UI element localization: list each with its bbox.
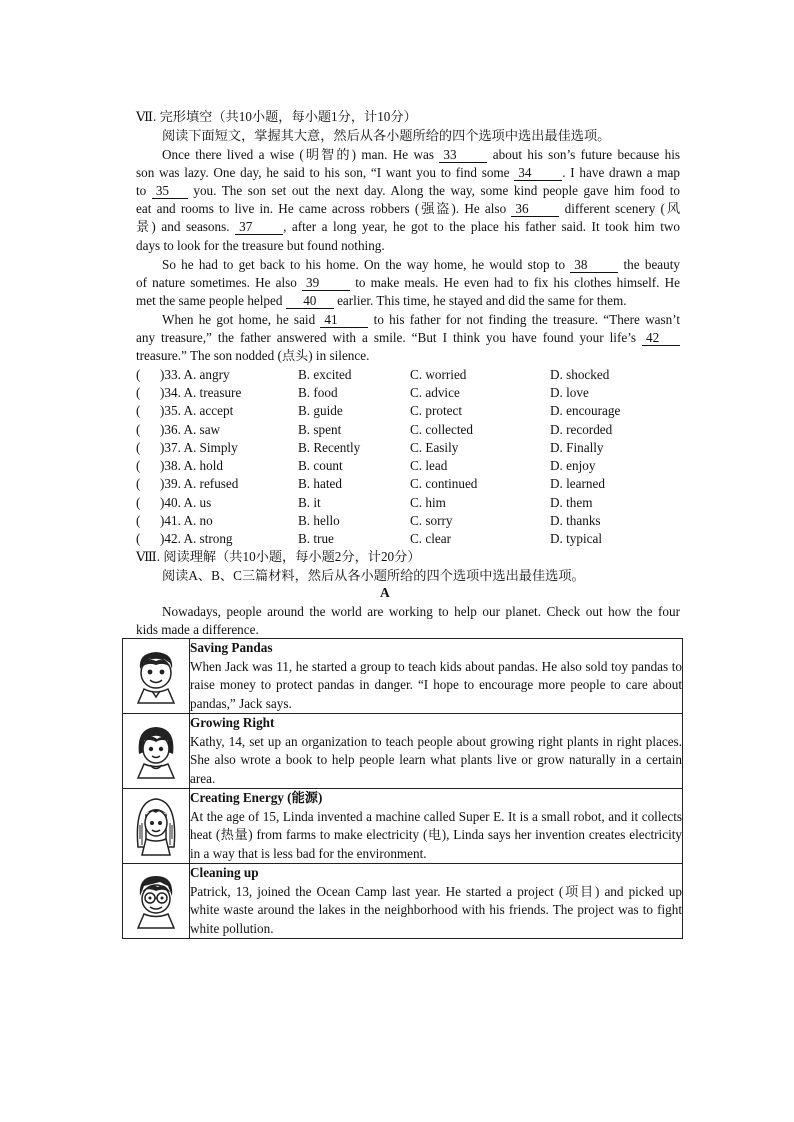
question-34: ( )34. A. treasure B. food C. advice D. love — [136, 385, 589, 400]
passage-line: any treasure,” the father answered with a smile. “But I think you have found your life’s 42 — [136, 329, 680, 347]
passage-line: When he got home, he said 41 to his father for not finding the treasure. “There wasn’t — [162, 312, 681, 327]
kid-body: Kathy, 14, set up an organization to teach people about growing right plants in right places. She also wrote a book to help people learn what plants live or grow naturally in a certain area. — [190, 733, 682, 786]
table-row — [123, 714, 683, 789]
blank-35: 35 — [152, 184, 188, 199]
table-row — [123, 789, 683, 864]
option-b[interactable]: B. count — [298, 458, 343, 473]
option-c[interactable]: C. sorry — [410, 513, 453, 528]
kid-body: At the age of 15, Linda invented a machine called Super E. It is a small robot, and it collects heat (热量) from farms to make electricity (电), Linda says her invention creates electricity in a way that is less bad for the environment. — [190, 808, 682, 861]
question-41: ( )41. A. no B. hello C. sorry D. thanks — [136, 513, 601, 528]
option-d[interactable]: D. encourage — [550, 403, 621, 418]
boy-avatar-icon — [130, 647, 182, 705]
intro-line: Nowadays, people around the world are working to help our planet. Check out how the four — [162, 604, 680, 619]
kid-body: When Jack was 11, he started a group to teach kids about pandas. He also sold toy pandas to raise money to protect pandas in danger. “I hope to encourage more people to care about pandas,” Jack says. — [190, 658, 682, 711]
option-b[interactable]: B. guide — [298, 403, 343, 418]
option-b[interactable]: B. spent — [298, 422, 342, 437]
blank-33: 33 — [439, 148, 487, 163]
option-d[interactable]: D. enjoy — [550, 458, 596, 473]
kid-title: Saving Pandas — [190, 640, 273, 655]
option-b[interactable]: B. hated — [298, 476, 342, 491]
option-b[interactable]: B. excited — [298, 367, 352, 382]
passage-line: eat and rooms to live in. He came across robbers (强盗). He also 36 different scenery (风 — [136, 201, 681, 216]
passage-line: 景) and seasons. 37 , after a long year, he got to the place his father said. It took him two — [136, 219, 680, 234]
passage-line: of nature sometimes. He also 39 to make meals. He even had to fix his clothes himself. He — [136, 275, 680, 290]
option-b[interactable]: B. true — [298, 531, 334, 546]
kids-table — [122, 638, 683, 939]
option-b[interactable]: B. hello — [298, 513, 340, 528]
blank-34: 34 — [514, 166, 562, 181]
kid-entry — [190, 864, 683, 939]
question-39: ( )39. A. refused B. hated C. continued D. learned — [136, 476, 605, 491]
question-38: ( )38. A. hold B. count C. lead D. enjoy — [136, 458, 596, 473]
girl-avatar-icon — [130, 722, 182, 780]
table-row — [123, 639, 683, 714]
kid-title: Cleaning up — [190, 865, 259, 880]
option-c[interactable]: C. Easily — [410, 440, 459, 455]
section8-instruction: 阅读A、B、C三篇材料，然后从各小题所给的四个选项中选出最佳选项。 — [162, 568, 585, 583]
option-d[interactable]: D. Finally — [550, 440, 604, 455]
long-hair-girl-avatar-icon — [130, 795, 182, 857]
question-40: ( )40. A. us B. it C. him D. them — [136, 495, 593, 510]
option-d[interactable]: D. shocked — [550, 367, 610, 382]
option-c[interactable]: C. him — [410, 495, 446, 510]
option-c[interactable]: C. protect — [410, 403, 463, 418]
kid-entry — [190, 789, 683, 864]
option-c[interactable]: C. clear — [410, 531, 452, 546]
option-c[interactable]: C. continued — [410, 476, 478, 491]
option-d[interactable]: D. typical — [550, 531, 603, 546]
section7-instruction: 阅读下面短文，掌握其大意，然后从各小题所给的四个选项中选出最佳选项。 — [162, 128, 611, 143]
passage-line: son was lazy. One day, he said to his son, “I want you to find some 34 . I have drawn a map — [136, 165, 680, 180]
intro-line: kids made a difference. — [136, 622, 259, 637]
boy-with-glasses-avatar-icon — [130, 872, 182, 930]
blank-40: 40 — [286, 294, 334, 309]
option-c[interactable]: C. collected — [410, 422, 473, 437]
blank-42: 42 — [642, 331, 680, 346]
question-42: ( )42. A. strong B. true C. clear D. typical — [136, 531, 603, 546]
question-36: ( )36. A. saw B. spent C. collected D. recorded — [136, 422, 613, 437]
option-c[interactable]: C. worried — [410, 367, 467, 382]
passage-line: met the same people helped 40 earlier. This time, he stayed and did the same for them. — [136, 293, 627, 308]
section7-heading: Ⅶ. 完形填空（共10小题，每小题1分，计10分） — [136, 109, 417, 124]
part-label: A — [380, 585, 390, 600]
kid-entry — [190, 639, 683, 714]
passage-line: Once there lived a wise (明智的) man. He was 33 about his son’s future because his — [162, 147, 681, 162]
passage-line: So he had to get back to his home. On the way home, he would stop to 38 the beauty — [162, 257, 681, 272]
option-c[interactable]: C. lead — [410, 458, 448, 473]
option-d[interactable]: D. recorded — [550, 422, 613, 437]
question-35: ( )35. A. accept B. guide C. protect D. encourage — [136, 403, 621, 418]
option-b[interactable]: B. it — [298, 495, 321, 510]
option-d[interactable]: D. thanks — [550, 513, 601, 528]
avatar-cell — [123, 864, 190, 939]
kid-title: Creating Energy (能源) — [190, 790, 323, 805]
kid-body: Patrick, 13, joined the Ocean Camp last year. He started a project (项目) and picked up white waste around the lakes in the neighborhood with his friends. The project was to fight white pollution. — [190, 883, 682, 936]
option-d[interactable]: D. them — [550, 495, 593, 510]
option-b[interactable]: B. Recently — [298, 440, 361, 455]
kid-title: Growing Right — [190, 715, 275, 730]
option-d[interactable]: D. learned — [550, 476, 605, 491]
question-33: ( )33. A. angry B. excited C. worried D. shocked — [136, 367, 610, 382]
blank-37: 37 — [235, 220, 283, 235]
avatar-cell — [123, 789, 190, 864]
option-c[interactable]: C. advice — [410, 385, 460, 400]
blank-38: 38 — [570, 258, 618, 273]
blank-36: 36 — [511, 202, 559, 217]
avatar-cell — [123, 639, 190, 714]
option-b[interactable]: B. food — [298, 385, 338, 400]
blank-39: 39 — [302, 276, 350, 291]
section8-heading: Ⅷ. 阅读理解（共10小题，每小题2分，计20分） — [136, 549, 421, 564]
table-row — [123, 864, 683, 939]
question-37: ( )37. A. Simply B. Recently C. Easily D. Finally — [136, 440, 604, 455]
passage-line: treasure.” The son nodded (点头) in silence. — [136, 348, 370, 363]
blank-41: 41 — [320, 313, 368, 328]
avatar-cell — [123, 714, 190, 789]
passage-line: to 35 you. The son set out the next day. Along the way, some kind people gave him food to — [136, 183, 681, 198]
passage-line: days to look for the treasure but found nothing. — [136, 238, 385, 253]
kid-entry — [190, 714, 683, 789]
option-d[interactable]: D. love — [550, 385, 589, 400]
